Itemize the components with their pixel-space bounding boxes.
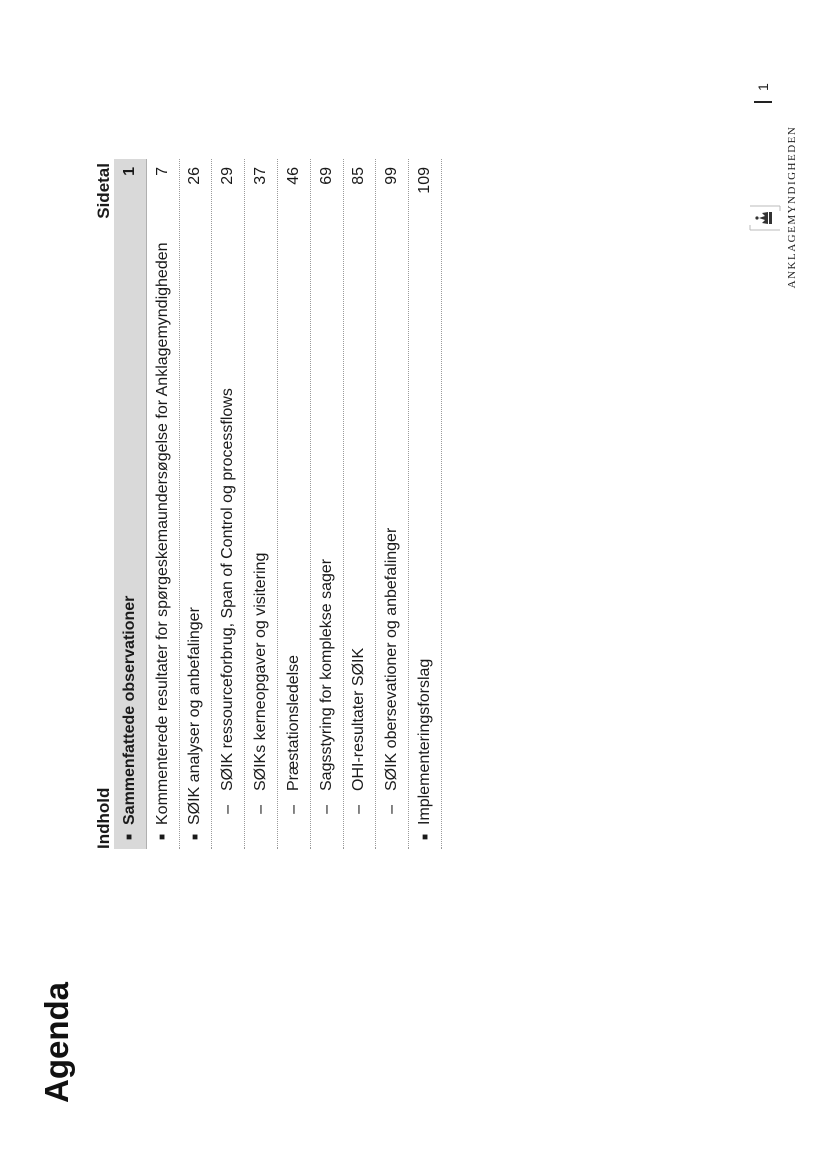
toc-row-label: SØIKs kerneopgaver og visitering [252,552,270,791]
toc-rows [114,159,442,849]
toc-row-page: 7 [153,167,171,176]
toc-row[interactable] [409,159,442,849]
toc-row[interactable] [376,159,409,849]
dash-icon: – [383,805,401,814]
dash-icon: – [252,805,270,814]
toc-row-label: Kommenterede resultater for spørgeskemaundersøgelse for Anklagemyndigheden [153,242,171,825]
toc-row-page: 29 [219,167,237,185]
toc-row[interactable] [212,159,245,849]
toc-row[interactable] [180,159,213,849]
toc-row[interactable] [344,159,377,849]
toc-row-label: Sammenfattede observationer [120,595,138,825]
toc-row[interactable] [311,159,344,849]
toc-row[interactable] [147,159,180,849]
page-number [754,83,772,103]
toc-row-page: 69 [317,167,335,185]
bullet-icon: ■ [189,833,201,841]
crown-crest-icon [748,203,782,233]
toc-row-page: 26 [186,167,204,185]
toc-row[interactable] [114,159,147,849]
toc-row-page: 46 [284,167,302,185]
toc-row[interactable] [245,159,278,849]
bullet-icon: ■ [419,833,431,841]
toc-row-label: SØIK analyser og anbefalinger [186,607,204,825]
page-title: Agenda [38,981,75,1103]
logo-text: ANKLAGEMYNDIGHEDEN [786,125,798,289]
toc-row-page: 109 [416,167,434,194]
table-of-contents [88,159,442,849]
toc-header-page: Sidetal [94,163,113,219]
bullet-icon: ■ [124,833,136,841]
bullet-icon: ■ [157,833,169,841]
toc-row-label: OHI-resultater SØIK [350,647,368,791]
dash-icon: – [219,805,237,814]
organization-logo [748,87,808,327]
toc-row[interactable] [278,159,311,849]
toc-row-label: SØIK ressourceforbrug, Span of Control og processflows [219,388,237,791]
toc-header-label: Indhold [94,787,113,849]
dash-icon: – [350,805,368,814]
toc-row-label: SØIK obersevationer og anbefalinger [383,527,401,791]
toc-row-page: 99 [383,167,401,185]
toc-row-label: Sagsstyring for komplekse sager [317,558,335,791]
toc-row-page: 85 [350,167,368,185]
toc-row-label: Implementeringsforslag [416,658,434,825]
toc-row-page: 1 [120,167,138,176]
dash-icon: – [284,805,302,814]
toc-row-label: Præstationsledelse [284,654,302,791]
toc-row-page: 37 [252,167,270,185]
dash-icon: – [317,805,335,814]
page-divider [754,101,772,103]
page-number-value: 1 [755,83,771,91]
toc-header [88,159,114,849]
